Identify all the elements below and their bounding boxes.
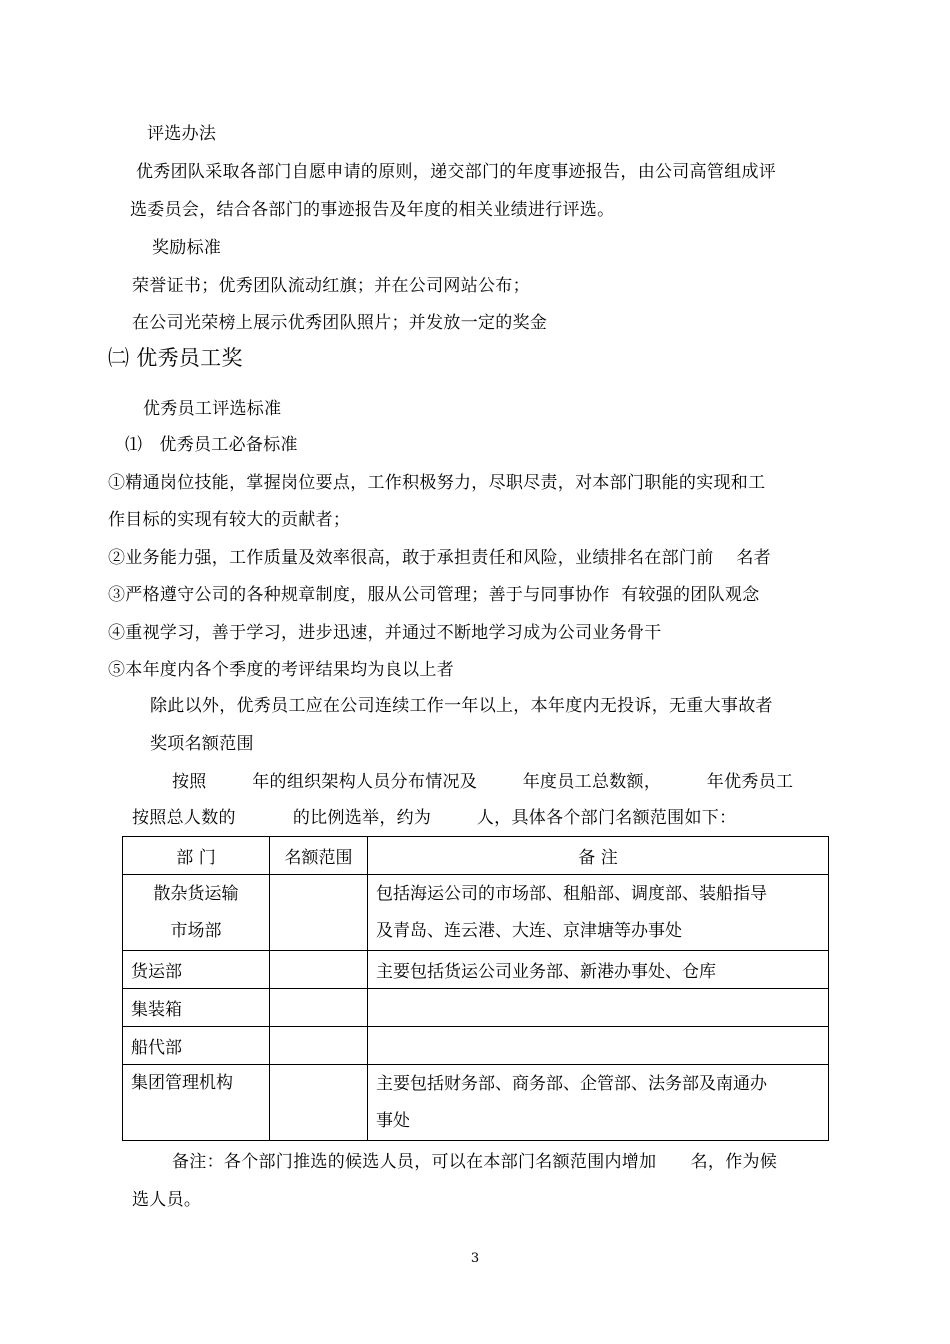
footnote-line: 选人员。 [132,1190,202,1210]
quota-cell [270,1065,368,1141]
footnote-line: 备注：各个部门推选的候选人员，可以在本部门名额范围内增加 名，作为候 [172,1152,778,1172]
criteria-item-continued: 作目标的实现有较大的贡献者； [108,510,351,530]
department-line: 集团管理机构 [131,1073,233,1093]
header-quota: 名额范围 [270,837,368,875]
department-cell [123,1065,270,1141]
paragraph-line: 优秀团队采取各部门自愿申请的原则，递交部门的年度事迹报告，由公司高管组成评 [136,162,777,182]
section-heading: ㈡ 优秀员工奖 [108,346,243,370]
heading-quota-range: 奖项名额范围 [150,734,254,754]
paragraph-line: 荣誉证书；优秀团队流动红旗；并在公司网站公布； [132,276,530,296]
header-note: 备 注 [368,837,829,875]
paragraph-line: 选委员会，结合各部门的事迹报告及年度的相关业绩进行评选。 [130,200,615,220]
department-cell: 船代部 [123,1027,270,1065]
note-line: 主要包括财务部、商务部、企管部、法务部及南通办 [376,1073,767,1094]
criteria-item: ①精通岗位技能，掌握岗位要点，工作积极努力，尽职尽责，对本部门职能的实现和工 [108,473,766,493]
paragraph-line: 按照总人数的 的比例选举，约为 人，具体各个部门名额范围如下： [132,808,737,828]
table-row [123,1027,829,1065]
heading-reward-standard: 奖励标准 [152,238,222,258]
table-header-row [123,837,829,875]
paragraph-line: 在公司光荣榜上展示优秀团队照片；并发放一定的奖金 [132,313,548,333]
note-cell: 主要包括货运公司业务部、新港办事处、仓库 [368,951,829,989]
department-line: 散杂货运输 [153,883,239,904]
note-cell [368,1027,829,1065]
note-cell [368,875,829,951]
note-cell [368,1065,829,1141]
criteria-item: ⑤本年度内各个季度的考评结果均为良以上者 [108,660,454,680]
quota-table [122,836,829,1141]
department-cell [123,875,270,951]
paragraph-line: 按照 年的组织架构人员分布情况及 年度员工总数额， 年优秀员工 [172,772,794,792]
quota-cell [270,1027,368,1065]
quota-cell [270,875,368,951]
note-line: 包括海运公司的市场部、租船部、调度部、装船指导 [376,883,767,904]
note-line: 事处 [376,1110,410,1131]
paragraph-line: 除此以外，优秀员工应在公司连续工作一年以上，本年度内无投诉，无重大事故者 [150,696,773,716]
criteria-item: ②业务能力强，工作质量及效率很高，敢于承担责任和风险，业绩排名在部门前 名者 [108,548,771,568]
header-department: 部 门 [123,837,270,875]
page-number: 3 [470,1251,480,1266]
table-row [123,951,829,989]
quota-cell [270,951,368,989]
department-cell: 集装箱 [123,989,270,1027]
note-cell [368,989,829,1027]
note-line: 及青岛、连云港、大连、京津塘等办事处 [376,920,682,941]
department-cell: 货运部 [123,951,270,989]
heading-selection-method: 评选办法 [147,124,217,144]
table-row [123,989,829,1027]
subheading-required-criteria: ⑴ 优秀员工必备标准 [125,435,298,455]
department-line: 市场部 [170,920,222,941]
criteria-item: ④重视学习，善于学习，进步迅速，并通过不断地学习成为公司业务骨干 [108,623,662,643]
table-row [123,875,829,951]
criteria-item: ③严格遵守公司的各种规章制度，服从公司管理；善于与同事协作 有较强的团队观念 [108,585,760,605]
table-row [123,1065,829,1141]
quota-cell [270,989,368,1027]
heading-criteria: 优秀员工评选标准 [143,399,282,419]
